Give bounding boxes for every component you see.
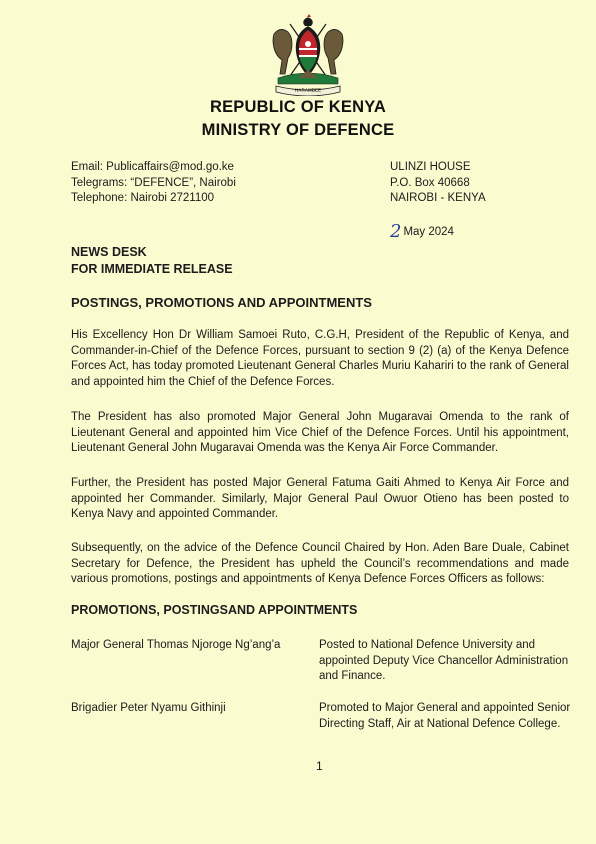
contact-block xyxy=(71,160,236,207)
kenya-coat-of-arms-icon xyxy=(268,14,348,96)
country-title: REPUBLIC OF KENYA xyxy=(209,98,387,116)
svg-text:HARAMBEE: HARAMBEE xyxy=(294,87,322,93)
date-month-year: May 2024 xyxy=(403,226,454,238)
paragraph-3: Further, the President has posted Major General Fatuma Gaiti Ahmed to Kenya Air Force and appointed her Commander. Similarly, Major General Paul Owuor Otieno has been posted to Kenya Navy and appointed Commander. xyxy=(71,477,569,520)
contact-email[interactable]: Email: Publicaffairs@mod.go.ke xyxy=(71,161,234,173)
document-title: POSTINGS, PROMOTIONS AND APPOINTMENTS xyxy=(71,295,372,310)
paragraph-1: His Excellency Hon Dr William Samoei Ruto, C.G.H, President of the Republic of Kenya, and Commander-in-Chief of the Defence Forces, pursuant to section 9 (2) (a) of the Kenya Defence Forces Act, has today promoted Lieutenant General Charles Muriu Kahariri to the rank of General and appointed him the Chief of the Defence Forces. xyxy=(71,329,569,388)
page-number: 1 xyxy=(316,759,323,773)
release-date xyxy=(390,219,454,240)
appointments-subheading: PROMOTIONS, POSTINGSAND APPOINTMENTS xyxy=(71,603,358,617)
address-line-3: NAIROBI - KENYA xyxy=(390,192,486,204)
appointment-detail: Posted to National Defence University and appointed Deputy Vice Chancellor Administration and Finance. xyxy=(319,639,569,682)
news-desk-label: NEWS DESK xyxy=(71,245,147,259)
contact-telephone: Telephone: Nairobi 2721100 xyxy=(71,192,215,204)
address-block xyxy=(390,160,486,207)
news-desk-block xyxy=(71,244,569,278)
appointment-officer: Major General Thomas Njoroge Ng’ang’a xyxy=(71,639,281,651)
contact-telegrams: Telegrams: “DEFENCE”, Nairobi xyxy=(71,176,236,189)
address-line-2: P.O. Box 40668 xyxy=(390,176,470,189)
paragraph-4: Subsequently, on the advice of the Defence Council Chaired by Hon. Aden Bare Duale, Cabinet Secretary for Defence, the President has upheld the Council’s recommendations and made various promotions, postings and appointments of Kenya Defence Forces Officers as follows: xyxy=(71,542,569,585)
ministry-title: MINISTRY OF DEFENCE xyxy=(201,121,395,139)
paragraph-2: The President has also promoted Major General John Mugaravai Omenda to the rank of Lieutenant General and appointed him Vice Chief of the Defence Forces. Until his appointment, Lieutenant General John Mugaravai Omenda was the Kenya Air Force Commander. xyxy=(71,411,569,454)
immediate-release-label: FOR IMMEDIATE RELEASE xyxy=(71,262,233,276)
address-line-1: ULINZI HOUSE xyxy=(390,161,471,173)
appointment-officer: Brigadier Peter Nyamu Githinji xyxy=(71,702,226,714)
appointment-detail: Promoted to Major General and appointed Senior Directing Staff, Air at National Defence College. xyxy=(319,702,571,730)
handwritten-day: 2 xyxy=(390,221,402,242)
